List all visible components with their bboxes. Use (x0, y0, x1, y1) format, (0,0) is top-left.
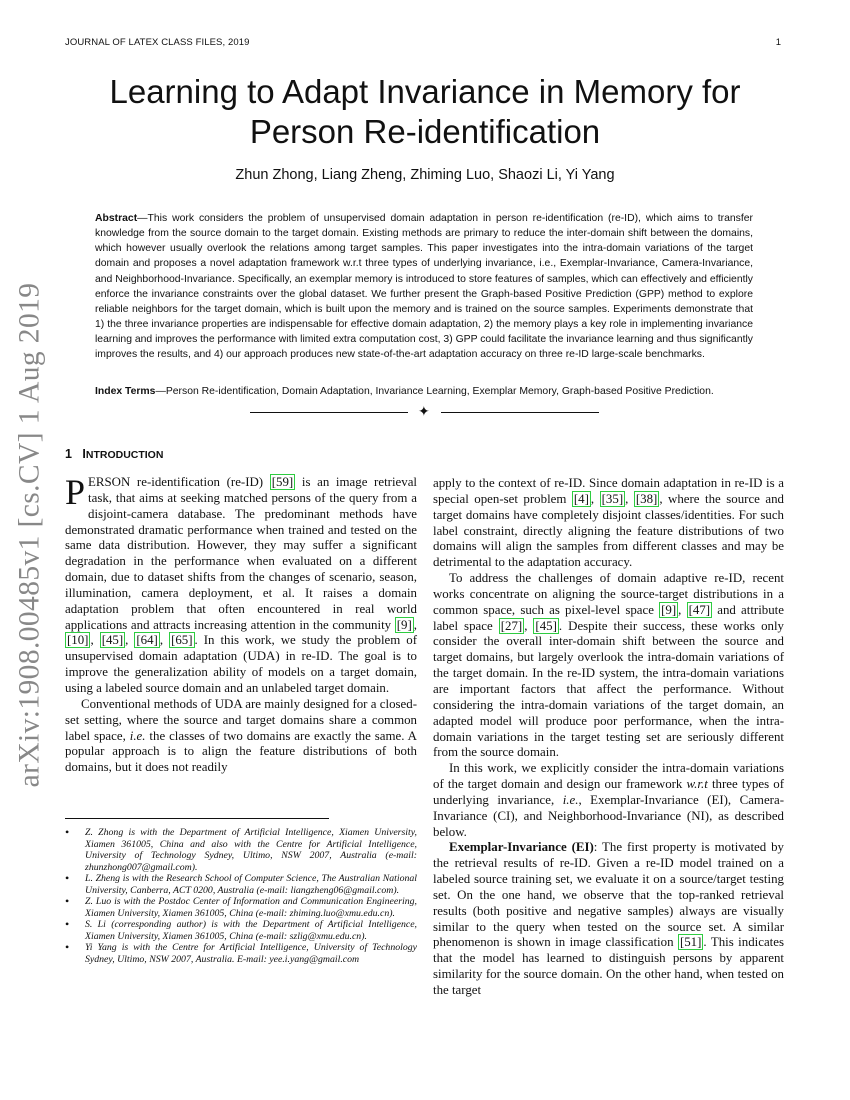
text-run: three types of underlying invariance, (433, 777, 784, 807)
text-run: is an image retrieval task, that aims at seeking matched persons of the query from a disjoint-camera database. The predominant methods have demonstrated dramatic performance when trained and tested on the same data distribution. However, they may suffer a significant degradation in the performance when evaluated on a different domain, due to dataset shifts from the changes of scenario, season, illumination, camera deployment, et al. It raises a domain adaptation problem that often encountered in real world applications and attracts increasing attention in the community (65, 475, 417, 632)
paragraph (433, 840, 784, 998)
running-header: JOURNAL OF LATEX CLASS FILES, 2019 (65, 37, 250, 48)
text-run: , where the source and target domains have completely disjoint classes/identities. For such label constraint, directly aligning the feature distributions of two domains will align the samples from different classes and may be detrimental to the adaptation accuracy. (433, 491, 784, 570)
paragraph: apply to the context of re-ID. Since domain adaptation in re-ID is a special open-set problem [4] , [35] , [38] , where the source and target domains have completely disjoint classes/identities. For such label constraint, directly aligning the feature distributions of two domains will align the samples from different classes and may be detrimental to the adaptation accuracy. (433, 476, 784, 570)
text-run: re-identification (re-ID) (130, 475, 270, 489)
column-left (65, 472, 418, 776)
footnote-item: • Yi Yang is with the Centre for Artificial Intelligence, University of Technology Sydney, Ultimo, NSW 2007, Australia. E-mail: yee.i.yang@gmail.com (65, 942, 417, 965)
separator-diamond-icon: ✦ (418, 403, 430, 419)
citation-link[interactable]: [45] (535, 618, 557, 633)
section-heading (65, 447, 163, 461)
text-run: . This indicates that the model has learned to distinguish persons by apparent similarity for the source domain. On the other hand, when tested on the target (433, 935, 784, 997)
abstract (95, 211, 753, 363)
citation-link[interactable]: [65] (171, 633, 193, 648)
footnote-item: • L. Zheng is with the Research School of Computer Science, The Australian National University, Canberra, ACT 0200, Australia (e-mail: liangzheng06@gmail.com). (65, 873, 417, 896)
text-run: In this work, we explicitly consider the intra-domain variations of the target domain and design our framework (433, 761, 784, 792)
text-run-bold: Exemplar-Invariance (EI) (449, 840, 594, 855)
section-number: 1 (65, 447, 72, 461)
text-run: . Despite their success, these works only consider the overall inter-domain shift between the source and target domains, but largely overlook the intra-domain variations of the target domain. In the re-ID system, the intra-domain variations are important factors that affect the performance. Without considering the intra-domain variations of the target domain, an adapted model will produce poor performance, when the intra-domain variations in the target testing set are seriously different from the source domain. (433, 618, 784, 760)
citation-link[interactable]: [51] (679, 935, 702, 950)
citation-link[interactable]: [4] (573, 491, 589, 506)
citation-link[interactable]: [10] (67, 633, 89, 648)
footnote-item: • Z. Zhong is with the Department of Artificial Intelligence, Xiamen University, Xiamen 361005, China and also with the Centre for Artificial Intelligence, University of Technology Sydney, Ultimo, NSW 2007, Australia (e-mail: zhunzhong007@gmail.com). (65, 827, 417, 873)
citation-link[interactable]: [9] (396, 617, 412, 632)
abstract-label: Abstract (95, 213, 138, 224)
text-run: , Exemplar-Invariance (EI), Camera-Invariance (CI), and Neighborhood-Invariance (NI), as described below. (433, 792, 784, 839)
footnote-item: • Z. Luo is with the Postdoc Center of Information and Communication Engineering, Xiamen University, Xiamen 361005, China (e-mail: zhiming.luo@xmu.edu.cn). (65, 896, 417, 919)
citation-link[interactable]: [47] (688, 602, 711, 617)
text-run-italic: w.r.t (686, 777, 708, 792)
section-title-initial: I (82, 447, 86, 461)
paragraph: PERSON re-identification (re-ID) [59] is an image retrieval task, that aims at seeking matched persons of the query from a disjoint-camera database. The predominant methods have demonstrated dramatic performance when trained and tested on the same data distribution. However, they may suffer a significant degradation in the performance when evaluated on a different domain, due to dataset shifts from the changes of scenario, season, illumination, camera deployment, et al. It raises a domain adaptation problem that often encountered in real world applications and attracts increasing attention in the community [9] , [10] , [45] , [64] , [65] . In this work, we study the problem of unsupervised domain adaptation (UDA) in re-ID. The goal is to improve the generalization ability of models on a target domain, using a labeled source domain and an unlabeled target domain. (65, 472, 418, 695)
footnote-rule (65, 818, 329, 819)
drop-cap: P (65, 472, 86, 512)
citation-link[interactable]: [64] (136, 633, 158, 648)
footnote-item: • S. Li (corresponding author) is with the Department of Artificial Intelligence, Xiamen University, Xiamen 361005, China (e-mail: szlig@xmu.edu.cn). (65, 919, 417, 942)
citation-link[interactable]: [38] (635, 491, 658, 506)
arxiv-stamp (10, 282, 50, 788)
author-list: Zhun Zhong, Liang Zheng, Zhiming Luo, Shaozi Li, Yi Yang (235, 167, 615, 183)
paragraph (433, 761, 784, 840)
paragraph: To address the challenges of domain adaptive re-ID, recent works concentrate on aligning the source-target distributions in a common space, such as pixel-level space [9] , [47] and attribute label space [27] , [45] . Despite their success, these works only consider the overall inter-domain shift between the source and target domains, but largely overlook the intra-domain variations of the target domain. In the re-ID system, the intra-domain variations are important factors that affect the performance. Without considering the intra-domain variations of the target domain, an adapted model will produce poor performance, when the intra-domain variations in the target testing set are seriously different from the source domain. (433, 571, 784, 760)
arxiv-identifier: arXiv:1908.00485v1 [cs.CV] 1 Aug 2019 (13, 282, 46, 788)
text-run: : The first property is motivated by the retrieval results of re-ID. Given a re-ID model trained on a labeled source training set, we evaluate it on a source/target testing set. On the one hand, we observe that the top-ranked retrieval results (both positive and negative samples) always are visually similar to the query when tested on the source set. A similar phenomenon is shown in image classification (433, 840, 784, 950)
text-run: . In this work, we study the problem of unsupervised domain adaptation (UDA) in re-ID. The goal is to improve the generalization ability of models on a target domain, using a labeled source domain and an unlabeled target domain. (65, 633, 418, 695)
separator-line-right (441, 412, 599, 413)
paper-title: Learning to Adapt Invariance in Memory for Person Re-identification (109, 73, 741, 150)
text-run: the classes of two domains are exactly the same. A popular approach is to align the feature distributions of both domains, but it does not readily (65, 728, 417, 775)
text-run: apply to the context of re-ID. Since domain adaptation in re-ID is a special open-set problem (433, 476, 784, 506)
citation-link[interactable]: [45] (101, 633, 124, 648)
index-terms (95, 384, 755, 399)
column-right (433, 476, 784, 999)
page-number: 1 (775, 37, 781, 48)
paragraph (65, 697, 417, 776)
lead-word: ERSON (88, 475, 131, 489)
footnote-list (65, 827, 417, 966)
citation-link[interactable]: [9] (661, 602, 677, 617)
separator-line-left (250, 412, 408, 413)
text-run-italic: i.e. (129, 728, 146, 743)
text-run: To address the challenges of domain adaptive re-ID, recent works concentrate on aligning the source-target distributions in a common space, such as pixel-level space (433, 571, 784, 617)
text-run-italic: i.e. (562, 792, 579, 807)
abstract-text: —This work considers the problem of unsupervised domain adaptation in person re-identification (re-ID), which aims to transfer knowledge from the source domain to the target domain. Existing methods are primary to reduce the inter-domain shift between the domains, which however usually overlook the relations among target samples. This paper investigates into the intra-domain variations of the target domain and proposes a novel adaptation framework w.r.t three types of underlying invariance, i.e., Exemplar-Invariance, Camera-Invariance, and Neighborhood-Invariance. Specifically, an exemplar memory is introduced to store features of samples, which can effectively and efficiently enforce the invariance constraints over the global dataset. We further present the Graph-based Positive Prediction (GPP) method to explore reliable neighbors for the target domain, which is built upon the memory and is trained on the source samples. Experiments demonstrate that 1) the three invariance properties are indispensable for effective domain adaptation, 2) the memory plays a key role in implementing invariance learning and improves the performance with limited extra computation cost, 3) GPP could facilitate the invariance learning and thus significantly improves the results, and 4) our approach produces new state-of-the-art adaptation accuracy on three re-ID large-scale benchmarks. (95, 213, 753, 361)
citation-link[interactable]: [27] (500, 618, 523, 633)
text-run: Conventional methods of UDA are mainly designed for a closed-set setting, where the source and target domains share a common label space, (65, 696, 417, 743)
section-title-rest: NTRODUCTION (85, 449, 164, 461)
index-terms-text: —Person Re-identification, Domain Adaptation, Invariance Learning, Exemplar Memory, Graph-based Positive Prediction. (155, 386, 714, 397)
citation-link[interactable]: [59] (271, 475, 294, 489)
text-run: and attribute label space (433, 602, 784, 633)
citation-link[interactable]: [35] (601, 491, 624, 506)
index-terms-label: Index Terms (95, 386, 156, 397)
